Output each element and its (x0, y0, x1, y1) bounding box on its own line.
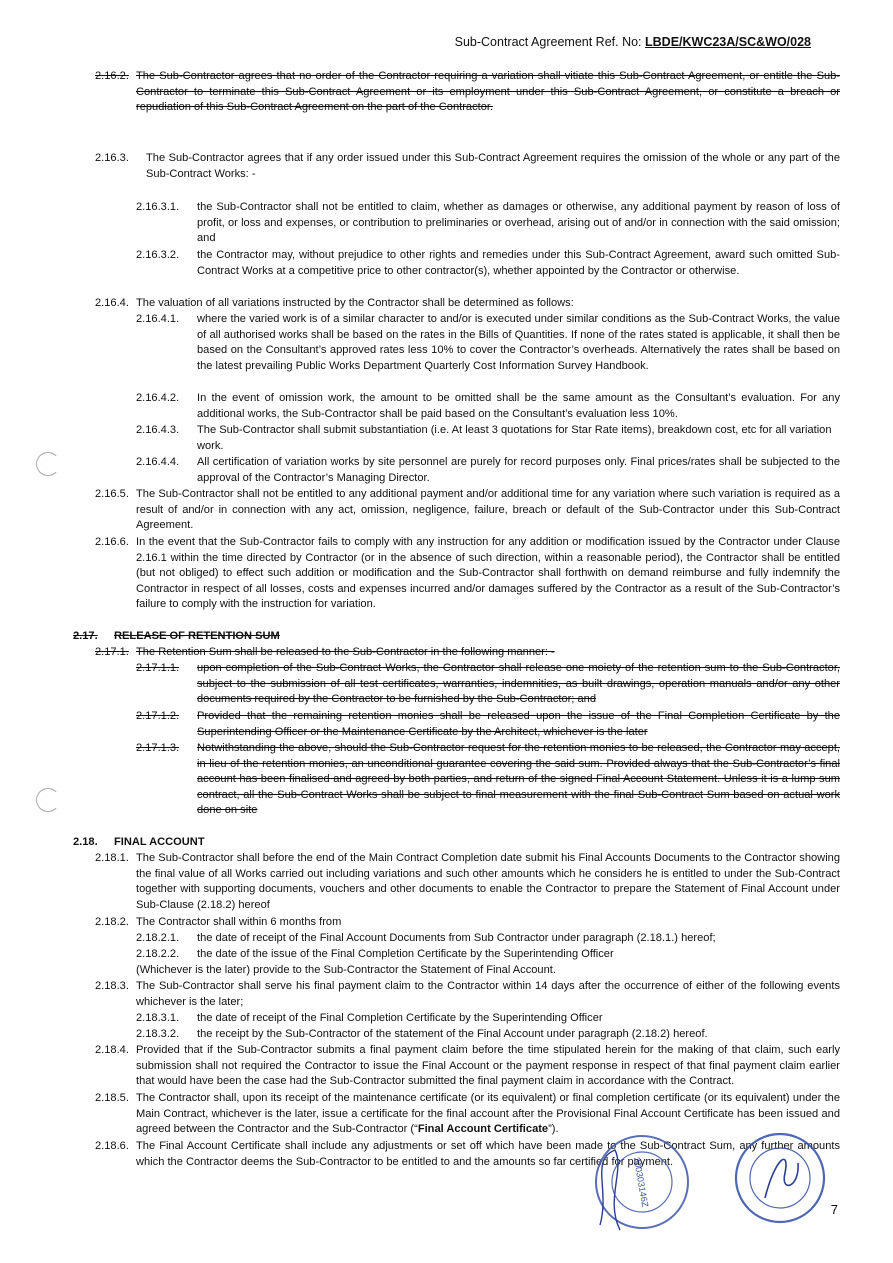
clause-text: the Sub-Contractor shall not be entitled to claim, whether as damages or otherwise, any additional payment by reason of loss of profit, or loss and expenses, or contribution to preliminaries or overhead, arising out of and/or in connection with the said omission; and (197, 201, 840, 245)
clause-text: The Sub-Contractor shall serve his final payment claim to the Contractor within 14 days after the occurrence of either of the following events whichever is the later; (136, 980, 840, 1008)
page-number: 7 (830, 1202, 838, 1217)
defined-term: Final Account Certificate (417, 1123, 549, 1136)
clause-text: The Sub-Contractor agrees that if any order issued under this Sub-Contract Agreement requires the omission of the whole or any part of the Sub-Contract Works: - (146, 152, 840, 180)
svg-text:200303146Z: 200303146Z (631, 1156, 651, 1208)
clause-text: In the event that the Sub-Contractor fails to comply with any instruction for any addition or modification issued by the Contractor under Clause 2.16.1 within the time directed by Contractor (or in the absence of such direction, within a reasonable period), the Contractor shall be entitled (but not obliged) to effect such addition or modification and the Sub-Contractor shall forthwith on demand reimburse and fully indemnify the Contractor in respect of all losses, costs and expenses incurred and/or damages suffered by the Contractor as a result of the Sub-Contractor’s failure to comply with the instruction for variation. (136, 536, 840, 611)
clause-number: 2.16.6. (95, 536, 129, 548)
clause-number: 2.16.4.1. (136, 313, 180, 325)
punch-hole-mark (36, 452, 60, 476)
clause-text: The Sub-Contractor agrees that no order of the Contractor requiring a variation shall vitiate this Sub-Contract Agreement, or entitle the Sub-Contractor to terminate this Sub-Contract Agreement or its employment under this Sub-Contract Agreement, or constitute a breach or repudiation of this Sub-Contract Agreement on the part of the Contractor. (136, 70, 840, 114)
clause-number: 2.16.4.3. (136, 424, 180, 436)
company-stamp-left (580, 1130, 705, 1240)
clause-number: 2.16.4.4. (136, 456, 180, 468)
section-number: 2.18. (73, 836, 98, 848)
clause-text: the date of receipt of the Final Completion Certificate by the Superintending Officer (197, 1012, 603, 1024)
clause-text: The Contractor shall within 6 months from (136, 916, 342, 928)
clause-number: 2.16.3.2. (136, 249, 180, 261)
clause-text: (Whichever is the later) provide to the Sub-Contractor the Statement of Final Account. (136, 964, 556, 976)
clause-text: All certification of variation works by site personnel are purely for record purposes only. Final prices/rates shall be subjected to the approval of the Contractor’s Managing Director. (197, 456, 840, 484)
clause-number: 2.16.4. (95, 297, 129, 309)
clause-number: 2.16.3.1. (136, 201, 180, 213)
clause-number: 2.17.1.1. (136, 662, 180, 674)
punch-hole-mark (36, 788, 60, 812)
clause-text: In the event of omission work, the amount to be omitted shall be the same amount as the Consultant’s evaluation. For any additional works, the Sub-Contractor shall be paid based on the Consultant’s evaluation less 10%. (197, 392, 840, 420)
clause-number: 2.16.3. (95, 152, 129, 164)
clause-text: The Contractor shall, upon its receipt of the maintenance certificate (or its equivalent) or final completion certificate (or its equivalent) under the Main Contract, whichever is the later, issue a certificate for the final account after the Provisional Final Account Certificate has been issued and agreed between the Contractor and the Sub-Contractor (“Final Account Certificate”). (136, 1092, 840, 1136)
section-title: FINAL ACCOUNT (114, 836, 205, 848)
clause-text: The Sub-Contractor shall not be entitled to any additional payment and/or additional time for any variation where such variation is required as a result of and/or in connection with any act, omission, negligence, failure, breach or default of the Sub-Contractor under this Sub-Contract Agreement. (136, 488, 840, 532)
clause-number: 2.18.3.1. (136, 1012, 180, 1024)
clause-number: 2.17.1.2. (136, 710, 180, 722)
clause-number: 2.18.2. (95, 916, 129, 928)
clause-text: The Final Account Certificate shall include any adjustments or set off which have been made to the Sub-Contract Sum, any further amounts which the Contractor deems the Sub-Contractor to be entitled to and the amounts so far certified for payment. (136, 1140, 840, 1168)
clause-number: 2.18.3. (95, 980, 129, 992)
clause-text: Provided that if the Sub-Contractor submits a final payment claim before the time stipulated herein for the making of that claim, such early submission shall not required the Contractor to issue the Final Account or the payment response in respect of that final payment claim earlier that would have been the case had the Sub-Contractor submitted the final payment claim in accordance with the Contract. (136, 1044, 840, 1088)
clause-text: The valuation of all variations instructed by the Contractor shall be determined as follows: (136, 297, 574, 309)
clause-text: the Contractor may, without prejudice to other rights and remedies under this Sub-Contract Agreement, award such omitted Sub-Contract Works at a competitive price to other contractor(s), whether appointed by the Contractor or otherwise. (197, 249, 840, 277)
clause-text: The Retention Sum shall be released to the Sub-Contractor in the following manner: - (136, 646, 555, 658)
clause-text: Notwithstanding the above, should the Sub-Contractor request for the retention monies to be released, the Contractor may accept, in lieu of the retention monies, an unconditional guarantee covering the said sum. Provided always that the Sub-Contractor’s final account has been finalised and agreed by both parties, and return of the signed Final Account Statement. Unless it is a lump sum contract, all the Sub-Contract Works shall be subject to final measurement with the final Sub-Contract Sum based on actual work done on site (197, 742, 840, 817)
clause-number: 2.16.2. (95, 70, 129, 82)
clause-number: 2.17.1. (95, 646, 129, 658)
agreement-reference-code: LBDE/KWC23A/SC&WO/028 (645, 35, 811, 49)
clause-text: Provided that the remaining retention monies shall be released upon the issue of the Final Completion Certificate by the Superintending Officer or the Maintenance Certificate by the Architect, whichever is the later (197, 710, 840, 738)
clause-number: 2.18.3.2. (136, 1028, 180, 1040)
clause-number: 2.18.4. (95, 1044, 129, 1056)
clause-text: The Sub-Contractor shall before the end of the Main Contract Completion date submit his Final Accounts Documents to the Contractor showing the final value of all Works carried out including variations and such other amounts which he considers he is entitled to under the Sub-Contract together with supporting documents, vouchers and other documents to enable the Contractor to prepare the Statement of Final Account under Sub-Clause (2.18.2) hereof (136, 852, 840, 911)
clause-number: 2.17.1.3. (136, 742, 180, 754)
clause-number: 2.18.6. (95, 1140, 129, 1152)
section-title: RELEASE OF RETENTION SUM (114, 630, 280, 642)
clause-number: 2.16.5. (95, 488, 129, 500)
clause-number: 2.18.2.2. (136, 948, 180, 960)
clause-text: the date of the issue of the Final Completion Certificate by the Superintending Officer (197, 948, 614, 960)
clause-number: 2.18.2.1. (136, 932, 180, 944)
company-stamp-right (730, 1128, 830, 1228)
section-number: 2.17. (73, 630, 98, 642)
agreement-reference: Sub-Contract Agreement Ref. No: LBDE/KWC23A/SC&WO/028 (454, 35, 811, 49)
clause-number: 2.18.5. (95, 1092, 129, 1104)
clause-text: upon completion of the Sub-Contract Works, the Contractor shall release one moiety of the retention sum to the Sub-Contractor, subject to the submission of all test certificates, warranties, indemnities, as built drawings, operation manuals and/or any other documents required by the Contractor to be furnished by the Sub-Contractor; and (197, 662, 840, 706)
clause-text: where the varied work is of a similar character to and/or is executed under similar conditions as the Sub-Contract Works, the value of all authorised works shall be based on the rates in the Bills of Quantities. If none of the rates stated is applicable, it shall then be based on the Consultant’s approved rates less 10% to cover the Contractor’s overheads. Alternatively the rates shall be based on the latest prevailing Public Works Department Quarterly Cost Information Survey Handbook. (197, 313, 840, 372)
clause-number: 2.16.4.2. (136, 392, 180, 404)
clause-text: the date of receipt of the Final Account Documents from Sub Contractor under paragraph (2.18.1.) hereof; (197, 932, 716, 944)
clause-text: the receipt by the Sub-Contractor of the statement of the Final Account under paragraph (2.18.2) hereof. (197, 1028, 708, 1040)
clause-number: 2.18.1. (95, 852, 129, 864)
clause-text: The Sub-Contractor shall submit substantiation (i.e. At least 3 quotations for Star Rate items), breakdown cost, etc for all variation work. (197, 424, 832, 452)
